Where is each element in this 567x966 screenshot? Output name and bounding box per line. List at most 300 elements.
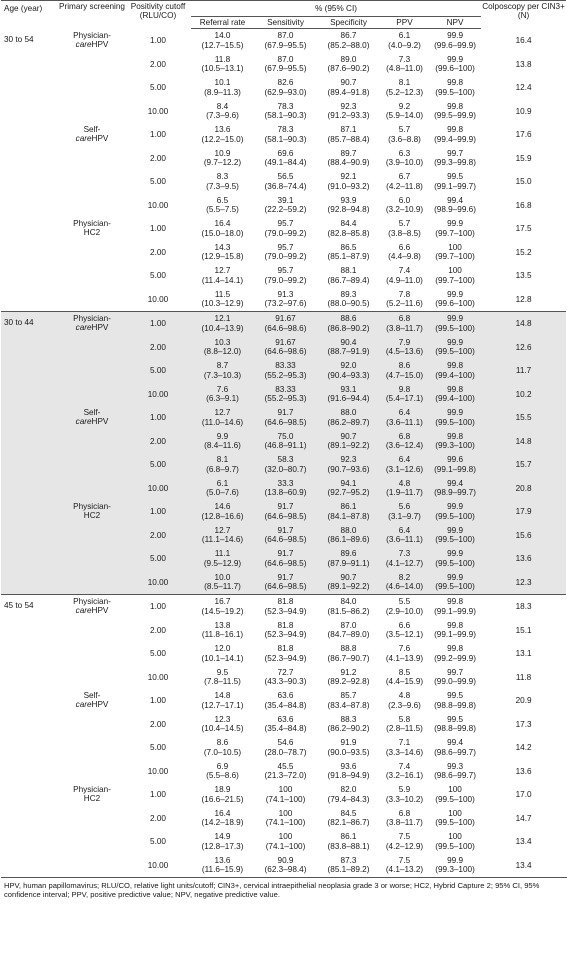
screening-suffix: HC2 xyxy=(83,794,101,804)
ppv-cell xyxy=(380,760,429,784)
screening-prefix: Physician- xyxy=(73,219,111,228)
colposcopy-cell: 17.5 xyxy=(515,224,532,234)
estimate-value: 9.9 xyxy=(216,431,229,441)
confidence-interval: (88.4–90.9) xyxy=(327,158,370,168)
sensitivity-cell xyxy=(254,760,317,784)
ppv-cell xyxy=(380,264,429,288)
confidence-interval: (3.8–11.7) xyxy=(386,323,423,333)
colposcopy-cell: 14.2 xyxy=(515,743,532,753)
estimate-value: 12.1 xyxy=(214,314,231,324)
age-group xyxy=(1,595,566,878)
estimate-value: 86.5 xyxy=(340,242,357,252)
confidence-interval: (10.1–14.1) xyxy=(201,653,244,663)
confidence-interval: (82.1–86.7) xyxy=(327,818,370,828)
estimate-value: 83.33 xyxy=(275,384,296,394)
confidence-interval: (55.2–95.3) xyxy=(264,370,307,380)
estimate-value: 99.9 xyxy=(447,502,463,512)
specificity-cell xyxy=(317,830,380,854)
table-row xyxy=(1,783,566,807)
specificity-cell xyxy=(317,689,380,713)
estimate-value: 100 xyxy=(448,808,462,818)
estimate-value: 94.1 xyxy=(340,478,357,488)
specificity-cell xyxy=(317,477,380,501)
referral-rate-cell xyxy=(191,854,254,878)
confidence-interval: (5.0–7.6) xyxy=(206,488,239,498)
ppv-cell xyxy=(380,312,429,336)
confidence-interval: (2.3–9.6) xyxy=(388,700,421,710)
footnote: HPV, human papillomavirus; RLU/CO, relative light units/cutoff; CIN3+, cervical intraepithelial neoplasia grade 3 or worse; HC2, Hybrid Capture 2; 95% CI, 95% confidence interval; PPV, positive predictive value; NPV, negative predictive value. xyxy=(1,877,567,899)
sensitivity-cell xyxy=(254,359,317,383)
confidence-interval: (5.5–7.5) xyxy=(206,205,239,215)
estimate-value: 92.3 xyxy=(340,455,357,465)
estimate-value: 93.9 xyxy=(340,195,357,205)
specificity-cell xyxy=(317,217,380,241)
estimate-value: 95.7 xyxy=(277,219,294,229)
ppv-cell xyxy=(380,29,429,53)
estimate-value: 86.1 xyxy=(340,502,357,512)
estimate-value: 89.7 xyxy=(340,148,357,158)
colposcopy-cell: 16.4 xyxy=(515,35,532,45)
confidence-interval: (3.9–10.0) xyxy=(385,158,424,168)
sensitivity-cell xyxy=(254,288,317,312)
referral-rate-cell xyxy=(191,830,254,854)
confidence-interval: (86.2–89.7) xyxy=(327,417,370,427)
npv-cell xyxy=(429,760,481,784)
confidence-interval: (12.2–15.0) xyxy=(201,134,244,144)
referral-rate-cell xyxy=(191,642,254,666)
referral-rate-cell xyxy=(191,241,254,265)
confidence-interval: (8.9–11.3) xyxy=(204,87,241,97)
specificity-cell xyxy=(317,147,380,171)
estimate-value: 90.7 xyxy=(340,572,357,582)
estimate-value: 5.7 xyxy=(398,125,411,135)
npv-cell xyxy=(429,453,481,477)
confidence-interval: (87.9–91.1) xyxy=(327,558,370,568)
estimate-value: 99.8 xyxy=(447,644,463,654)
confidence-interval: (12.7–15.5) xyxy=(201,40,244,50)
ppv-cell xyxy=(380,854,429,878)
referral-rate-cell xyxy=(191,783,254,807)
npv-cell xyxy=(429,123,481,147)
estimate-value: 95.7 xyxy=(277,266,294,276)
ppv-cell xyxy=(380,100,429,124)
ppv-cell xyxy=(380,288,429,312)
estimate-value: 9.8 xyxy=(398,384,411,394)
cutoff-cell: 2.00 xyxy=(150,59,166,69)
estimate-value: 99.5 xyxy=(447,714,463,724)
confidence-interval: (3.3–14.6) xyxy=(385,747,424,757)
screening-suffix: HPV xyxy=(91,606,109,616)
confidence-interval: (11.1–14.6) xyxy=(201,535,244,545)
estimate-value: 16.4 xyxy=(214,808,231,818)
age-cell: 30 to 54 xyxy=(4,34,34,44)
referral-rate-cell xyxy=(191,359,254,383)
table-row xyxy=(1,406,566,430)
cutoff-cell: 2.00 xyxy=(150,719,166,729)
referral-rate-cell xyxy=(191,760,254,784)
confidence-interval: (14.2–18.9) xyxy=(201,818,244,828)
estimate-value: 6.3 xyxy=(398,148,411,158)
colposcopy-cell: 17.6 xyxy=(515,130,532,140)
confidence-interval: (99.3–100) xyxy=(435,865,475,875)
cutoff-cell: 10.00 xyxy=(147,294,169,304)
npv-cell xyxy=(429,430,481,454)
estimate-value: 82.6 xyxy=(277,78,294,88)
confidence-interval: (73.2–97.6) xyxy=(264,299,307,309)
colposcopy-cell: 17.9 xyxy=(481,500,566,524)
confidence-interval: (74.1–100) xyxy=(265,841,306,851)
confidence-interval: (99.5–100) xyxy=(435,558,475,568)
confidence-interval: (64.6–98.5) xyxy=(264,535,307,545)
estimate-value: 5.9 xyxy=(398,785,411,795)
confidence-interval: (92.8–94.8) xyxy=(327,205,370,215)
referral-rate-cell xyxy=(191,689,254,713)
estimate-value: 92.1 xyxy=(340,172,357,182)
estimate-value: 99.9 xyxy=(447,549,463,559)
confidence-interval: (3.2–10.9) xyxy=(385,205,424,215)
confidence-interval: (98.6–99.7) xyxy=(434,747,476,757)
estimate-value: 8.5 xyxy=(398,667,411,677)
npv-cell xyxy=(429,524,481,548)
confidence-interval: (99.5–100) xyxy=(435,347,475,357)
specificity-cell xyxy=(317,29,380,53)
referral-rate-cell xyxy=(191,524,254,548)
estimate-value: 7.8 xyxy=(398,289,411,299)
estimate-value: 11.8 xyxy=(214,54,231,64)
age-group xyxy=(1,29,566,312)
estimate-value: 8.3 xyxy=(216,172,229,182)
ppv-cell xyxy=(380,170,429,194)
colposcopy-cell: 14.8 xyxy=(481,312,566,336)
screening-italic: care xyxy=(75,134,92,144)
npv-cell xyxy=(429,217,481,241)
confidence-interval: (55.2–95.3) xyxy=(264,394,307,404)
estimate-value: 99.8 xyxy=(447,78,463,88)
confidence-interval: (99.1–99.7) xyxy=(434,181,476,191)
npv-cell xyxy=(429,477,481,501)
ppv-cell xyxy=(380,359,429,383)
confidence-interval: (99.5–100) xyxy=(435,87,475,97)
confidence-interval: (99.6–99.9) xyxy=(434,40,476,50)
estimate-value: 84.5 xyxy=(340,808,357,818)
cutoff-cell: 2.00 xyxy=(150,813,166,823)
estimate-value: 54.6 xyxy=(277,738,294,748)
estimate-value: 99.7 xyxy=(447,667,463,677)
specificity-cell xyxy=(317,241,380,265)
estimate-value: 91.7 xyxy=(277,549,294,559)
estimate-value: 99.8 xyxy=(447,431,463,441)
confidence-interval: (64.6–98.6) xyxy=(264,323,307,333)
estimate-value: 87.0 xyxy=(277,54,294,64)
estimate-value: 91.7 xyxy=(277,525,294,535)
confidence-interval: (12.8–16.6) xyxy=(201,511,244,521)
sensitivity-cell xyxy=(254,477,317,501)
estimate-value: 6.0 xyxy=(398,195,411,205)
specificity-cell xyxy=(317,123,380,147)
specificity-cell xyxy=(317,383,380,407)
screening-prefix: Physician- xyxy=(73,785,111,794)
estimate-value: 99.9 xyxy=(447,408,463,418)
screening-cell xyxy=(59,123,125,217)
sensitivity-cell xyxy=(254,217,317,241)
colposcopy-cell: 15.1 xyxy=(515,625,532,635)
confidence-interval: (7.8–11.5) xyxy=(204,677,241,687)
estimate-value: 92.0 xyxy=(340,361,357,371)
colposcopy-cell: 12.3 xyxy=(481,571,566,595)
confidence-interval: (4.6–14.0) xyxy=(385,582,424,592)
estimate-value: 99.9 xyxy=(447,54,463,64)
ppv-cell xyxy=(380,571,429,595)
ppv-cell xyxy=(380,547,429,571)
age-cell: 30 to 44 xyxy=(1,312,59,595)
sensitivity-cell xyxy=(254,194,317,218)
confidence-interval: (22.2–59.2) xyxy=(264,205,307,215)
colposcopy-cell: 13.8 xyxy=(515,59,532,69)
referral-rate-cell xyxy=(191,547,254,571)
specificity-cell xyxy=(317,571,380,595)
table-row xyxy=(1,500,566,524)
colposcopy-cell: 12.6 xyxy=(481,336,566,360)
cutoff-cell: 1.00 xyxy=(125,500,191,524)
specificity-cell xyxy=(317,807,380,831)
estimate-value: 7.6 xyxy=(398,644,411,654)
estimate-value: 100 xyxy=(448,242,462,252)
estimate-value: 100 xyxy=(278,808,293,818)
confidence-interval: (3.8–11.7) xyxy=(386,818,423,828)
estimate-value: 99.8 xyxy=(447,597,463,607)
confidence-interval: (83.8–88.1) xyxy=(327,841,370,851)
referral-rate-cell xyxy=(191,76,254,100)
confidence-interval: (10.4–14.5) xyxy=(201,724,244,734)
estimate-value: 78.3 xyxy=(277,125,294,135)
results-table xyxy=(1,0,566,877)
estimate-value: 91.3 xyxy=(277,289,294,299)
ppv-cell xyxy=(380,241,429,265)
confidence-interval: (99.7–100) xyxy=(435,228,475,238)
specificity-cell xyxy=(317,100,380,124)
estimate-value: 7.1 xyxy=(398,738,411,748)
estimate-value: 12.3 xyxy=(214,714,231,724)
estimate-value: 88.8 xyxy=(340,644,357,654)
confidence-interval: (79.0–99.2) xyxy=(264,275,307,285)
ppv-cell xyxy=(380,595,429,619)
estimate-value: 99.8 xyxy=(447,101,463,111)
npv-cell xyxy=(429,689,481,713)
screening-italic: care xyxy=(75,700,92,710)
confidence-interval: (91.2–93.3) xyxy=(327,111,370,121)
specificity-cell xyxy=(317,619,380,643)
confidence-interval: (79.0–99.2) xyxy=(264,228,307,238)
confidence-interval: (5.9–14.0) xyxy=(385,111,424,121)
estimate-value: 99.9 xyxy=(447,31,463,41)
confidence-interval: (99.5–100) xyxy=(435,511,475,521)
screening-suffix: HPV xyxy=(91,323,109,333)
header-age: Age (year) xyxy=(1,1,59,29)
confidence-interval: (14.5–19.2) xyxy=(201,606,244,616)
colposcopy-cell: 13.4 xyxy=(515,837,532,847)
screening-cell xyxy=(59,29,125,124)
cutoff-cell: 2.00 xyxy=(125,524,191,548)
specificity-cell xyxy=(317,547,380,571)
confidence-interval: (5.4–17.1) xyxy=(385,394,424,404)
estimate-value: 95.7 xyxy=(277,242,294,252)
estimate-value: 8.1 xyxy=(398,78,411,88)
estimate-value: 7.6 xyxy=(216,384,229,394)
confidence-interval: (86.7–90.7) xyxy=(327,653,370,663)
referral-rate-cell xyxy=(191,288,254,312)
referral-rate-cell xyxy=(191,100,254,124)
ppv-cell xyxy=(380,807,429,831)
ppv-cell xyxy=(380,500,429,524)
confidence-interval: (4.1–13.2) xyxy=(385,865,424,875)
estimate-value: 99.5 xyxy=(447,172,463,182)
specificity-cell xyxy=(317,760,380,784)
confidence-interval: (13.8–60.9) xyxy=(264,488,307,498)
referral-rate-cell xyxy=(191,170,254,194)
referral-rate-cell xyxy=(191,312,254,336)
estimate-value: 7.3 xyxy=(398,54,411,64)
estimate-value: 5.8 xyxy=(398,714,411,724)
confidence-interval: (4.8–11.0) xyxy=(386,64,423,74)
confidence-interval: (12.7–17.1) xyxy=(201,700,244,710)
sensitivity-cell xyxy=(254,807,317,831)
estimate-value: 5.7 xyxy=(398,219,411,229)
confidence-interval: (4.7–15.0) xyxy=(385,370,424,380)
npv-cell xyxy=(429,830,481,854)
estimate-value: 6.6 xyxy=(398,620,411,630)
estimate-value: 90.4 xyxy=(340,337,357,347)
estimate-value: 56.5 xyxy=(277,172,294,182)
estimate-value: 6.7 xyxy=(398,172,411,182)
npv-cell xyxy=(429,783,481,807)
confidence-interval: (74.1–100) xyxy=(265,794,306,804)
confidence-interval: (3.6–8.8) xyxy=(388,134,421,144)
confidence-interval: (98.8–99.8) xyxy=(434,700,476,710)
sensitivity-cell xyxy=(254,547,317,571)
screening-prefix: Physician- xyxy=(73,30,111,40)
ppv-cell xyxy=(380,713,429,737)
cutoff-cell: 5.00 xyxy=(150,177,166,187)
referral-rate-cell xyxy=(191,194,254,218)
ppv-cell xyxy=(380,642,429,666)
npv-cell xyxy=(429,571,481,595)
cutoff-cell: 5.00 xyxy=(150,271,166,281)
screening-prefix: Self- xyxy=(83,691,101,700)
confidence-interval: (67.9–95.5) xyxy=(264,40,307,50)
npv-cell xyxy=(429,666,481,690)
screening-cell xyxy=(59,783,125,877)
colposcopy-cell: 11.8 xyxy=(515,672,532,682)
estimate-value: 99.4 xyxy=(447,195,463,205)
referral-rate-cell xyxy=(191,807,254,831)
screening-prefix: Self- xyxy=(83,125,101,134)
confidence-interval: (99.5–100) xyxy=(435,323,475,333)
cutoff-cell: 5.00 xyxy=(125,547,191,571)
npv-cell xyxy=(429,53,481,77)
referral-rate-cell xyxy=(191,217,254,241)
estimate-value: 13.8 xyxy=(214,620,231,630)
estimate-value: 86.7 xyxy=(340,31,357,41)
estimate-value: 81.8 xyxy=(277,597,294,607)
specificity-cell xyxy=(317,76,380,100)
estimate-value: 5.6 xyxy=(398,502,411,512)
confidence-interval: (90.4–93.3) xyxy=(327,370,370,380)
specificity-cell xyxy=(317,453,380,477)
ppv-cell xyxy=(380,217,429,241)
confidence-interval: (3.1–12.6) xyxy=(385,464,424,474)
confidence-interval: (98.8–99.8) xyxy=(434,724,476,734)
colposcopy-cell: 13.1 xyxy=(515,649,532,659)
confidence-interval: (52.3–94.9) xyxy=(264,653,307,663)
confidence-interval: (4.5–13.6) xyxy=(385,347,424,357)
npv-cell xyxy=(429,500,481,524)
cutoff-cell: 5.00 xyxy=(150,837,166,847)
confidence-interval: (79.4–84.3) xyxy=(327,794,370,804)
screening-suffix: HPV xyxy=(91,417,109,427)
cutoff-cell: 10.00 xyxy=(125,477,191,501)
referral-rate-cell xyxy=(191,336,254,360)
confidence-interval: (84.7–89.0) xyxy=(327,630,370,640)
header-pct-ci: % (95% CI) xyxy=(191,1,481,17)
estimate-value: 88.6 xyxy=(340,314,357,324)
estimate-value: 92.3 xyxy=(340,101,357,111)
sensitivity-cell xyxy=(254,147,317,171)
estimate-value: 99.5 xyxy=(447,691,463,701)
cutoff-cell: 10.00 xyxy=(147,860,169,870)
ppv-cell xyxy=(380,383,429,407)
cutoff-cell: 2.00 xyxy=(150,247,166,257)
confidence-interval: (3.6–12.4) xyxy=(385,441,424,451)
estimate-value: 90.7 xyxy=(340,78,357,88)
confidence-interval: (99.5–100) xyxy=(435,818,475,828)
specificity-cell xyxy=(317,53,380,77)
referral-rate-cell xyxy=(191,430,254,454)
confidence-interval: (99.1–99.9) xyxy=(434,606,476,616)
confidence-interval: (85.2–88.0) xyxy=(327,40,370,50)
colposcopy-cell: 15.2 xyxy=(515,247,532,257)
confidence-interval: (98.9–99.6) xyxy=(434,205,476,215)
cutoff-cell: 1.00 xyxy=(150,35,166,45)
ppv-cell xyxy=(380,147,429,171)
estimate-value: 10.3 xyxy=(214,337,231,347)
confidence-interval: (4.0–9.2) xyxy=(388,40,421,50)
npv-cell xyxy=(429,264,481,288)
screening-cell xyxy=(59,595,125,690)
npv-cell xyxy=(429,336,481,360)
colposcopy-cell: 10.2 xyxy=(481,383,566,407)
confidence-interval: (16.6–21.5) xyxy=(201,794,244,804)
estimate-value: 91.2 xyxy=(340,667,357,677)
screening-cell xyxy=(59,406,125,500)
confidence-interval: (99.5–100) xyxy=(435,841,475,851)
screening-prefix: Self- xyxy=(83,408,101,417)
confidence-interval: (92.7–95.2) xyxy=(327,488,370,498)
screening-cell xyxy=(59,500,125,595)
sensitivity-cell xyxy=(254,713,317,737)
specificity-cell xyxy=(317,666,380,690)
confidence-interval: (43.3–90.3) xyxy=(264,677,307,687)
cutoff-cell: 1.00 xyxy=(150,130,166,140)
estimate-value: 39.1 xyxy=(277,195,294,205)
confidence-interval: (28.0–78.7) xyxy=(264,747,307,757)
estimate-value: 99.9 xyxy=(447,314,463,324)
confidence-interval: (3.6–11.1) xyxy=(386,535,423,545)
estimate-value: 99.8 xyxy=(447,384,463,394)
confidence-interval: (7.3–9.5) xyxy=(206,181,239,191)
confidence-interval: (10.4–13.9) xyxy=(201,323,244,333)
confidence-interval: (82.8–85.8) xyxy=(327,228,370,238)
npv-cell xyxy=(429,312,481,336)
